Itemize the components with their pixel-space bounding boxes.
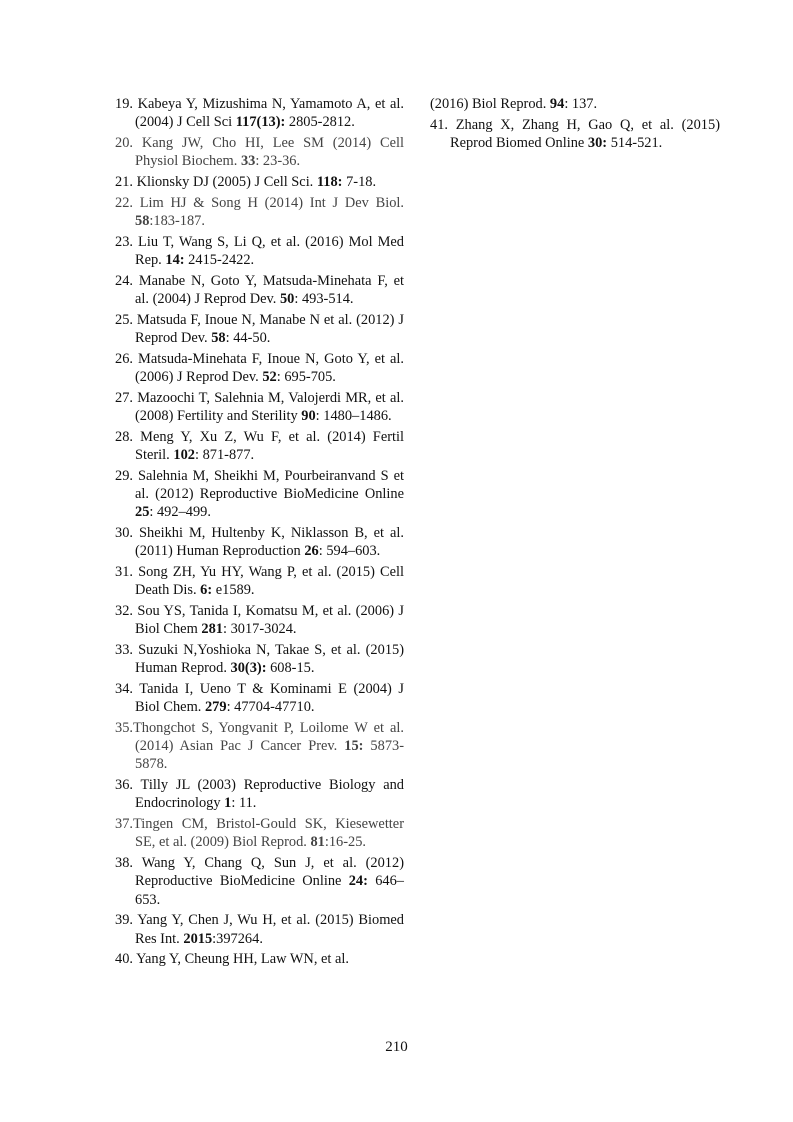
page-number: 210 [385,1039,408,1055]
reference-item: 38. Wang Y, Chang Q, Sun J, et al. (2012) Reproductive BioMedicine Online 24: 646–653. [115,855,404,908]
reference-item: 23. Liu T, Wang S, Li Q, et al. (2016) Mol Med Rep. 14: 2415-2422. [115,233,404,268]
reference-item: 32. Sou YS, Tanida I, Komatsu M, et al. (2006) J Biol Chem 281: 3017-3024. [115,603,404,638]
reference-item: 26. Matsuda-Minehata F, Inoue N, Goto Y, et al. (2006) J Reprod Dev. 52: 695-705. [115,350,404,385]
references-left-column [115,95,404,971]
references-right-column [430,95,720,155]
reference-item: 22. Lim HJ & Song H (2014) Int J Dev Biol. 58:183-187. [115,194,404,229]
reference-item: 36. Tilly JL (2003) Reproductive Biology and Endocrinology 1: 11. [115,777,404,812]
reference-item: 33. Suzuki N,Yoshioka N, Takae S, et al. (2015) Human Reprod. 30(3): 608-15. [115,642,404,677]
reference-item: 37.Tingen CM, Bristol-Gould SK, Kiesewetter SE, et al. (2009) Biol Reprod. 81:16-25. [115,816,404,851]
reference-item: 20. Kang JW, Cho HI, Lee SM (2014) Cell Physiol Biochem. 33: 23-36. [115,135,404,170]
reference-item: 40. Yang Y, Cheung HH, Law WN, et al. [115,951,349,968]
reference-item: 39. Yang Y, Chen J, Wu H, et al. (2015) Biomed Res Int. 2015:397264. [115,912,404,947]
reference-item: 27. Mazoochi T, Salehnia M, Valojerdi MR, et al. (2008) Fertility and Sterility 90: 1480–1486. [115,389,404,424]
reference-item: 19. Kabeya Y, Mizushima N, Yamamoto A, et al. (2004) J Cell Sci 117(13): 2805-2812. [115,96,404,131]
reference-item: 31. Song ZH, Yu HY, Wang P, et al. (2015) Cell Death Dis. 6: e1589. [115,564,404,599]
reference-item: 25. Matsuda F, Inoue N, Manabe N et al. (2012) J Reprod Dev. 58: 44-50. [115,311,404,346]
reference-item: 35.Thongchot S, Yongvanit P, Loilome W et al. (2014) Asian Pac J Cancer Prev. 15: 5873-5878. [115,720,404,773]
reference-item: 34. Tanida I, Ueno T & Kominami E (2004) J Biol Chem. 279: 47704-47710. [115,681,404,716]
reference-item: 24. Manabe N, Goto Y, Matsuda-Minehata F, et al. (2004) J Reprod Dev. 50: 493-514. [115,272,404,307]
reference-item: 21. Klionsky DJ (2005) J Cell Sci. 118: 7-18. [115,174,377,190]
reference-item-continued: (2016) Biol Reprod. 94: 137. [430,96,598,112]
reference-item: 30. Sheikhi M, Hultenby K, Niklasson B, et al. (2011) Human Reproduction 26: 594–603. [115,525,404,560]
reference-item: 29. Salehnia M, Sheikhi M, Pourbeiranvand S et al. (2012) Reproductive BioMedicine Online 25: 492–499. [115,467,404,521]
reference-item: 28. Meng Y, Xu Z, Wu F, et al. (2014) Fertil Steril. 102: 871-877. [115,428,404,463]
reference-item: 41. Zhang X, Zhang H, Gao Q, et al. (2015) Reprod Biomed Online 30: 514-521. [430,116,720,151]
